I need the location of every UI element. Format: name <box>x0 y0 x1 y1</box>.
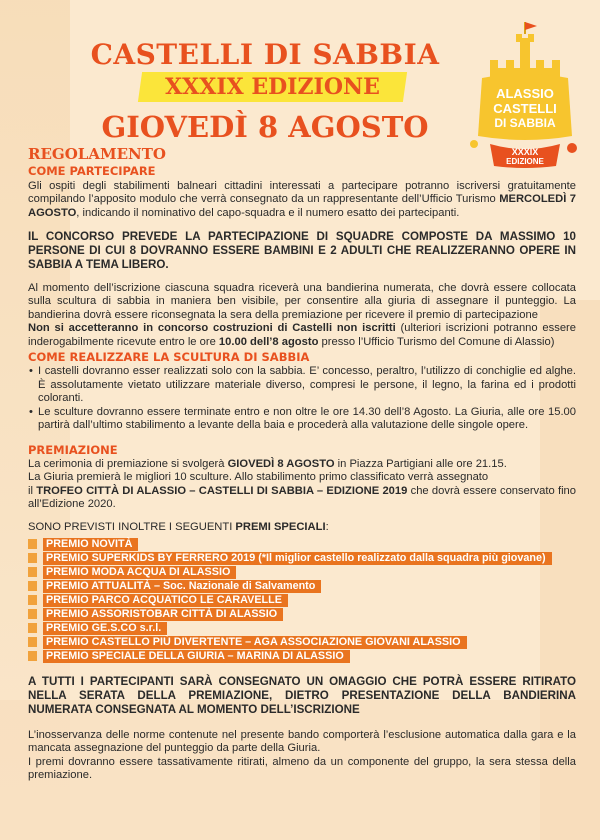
sculpture-rules-list <box>28 365 576 432</box>
prize-item <box>28 552 576 565</box>
prize-item <box>28 650 576 663</box>
bullet-square-icon <box>28 553 37 563</box>
bullet-square-icon <box>28 567 37 577</box>
prize-item <box>28 580 576 593</box>
awards-line-3 <box>28 485 576 512</box>
footer-rule-2: I premi dovranno essere tassativamente ritirati, almeno da un componente del gruppo, la sera stessa della premiazione. <box>28 755 576 782</box>
prize-item <box>28 594 576 607</box>
bullet-square-icon <box>28 595 37 605</box>
prize-label: PREMIO PARCO ACQUATICO LE CARAVELLE <box>43 594 288 607</box>
rules-heading: REGOLAMENTO <box>28 145 166 163</box>
prize-item <box>28 636 576 649</box>
non-registered-bold: Non si accetteranno in concorso costruzioni di Castelli non iscritti <box>28 322 396 335</box>
prize-label: PREMIO GE.S.CO s.r.l. <box>43 622 167 635</box>
prize-label: PREMIO MODA ACQUA DI ALASSIO <box>43 566 236 579</box>
non-registered-paragraph <box>28 322 576 349</box>
participate-text-end: , indicando il nominativo del capo-squadra e il numero esatto dei partecipanti. <box>76 206 460 219</box>
logo-line5: EDIZIONE <box>506 157 544 166</box>
prize-label: PREMIO CASTELLO PIÙ DIVERTENTE – AGA ASSOCIAZIONE GIOVANI ALASSIO <box>43 636 467 649</box>
prize-label: PREMIO SUPERKIDS BY FERRERO 2019 (*Il miglior castello realizzato dalla squadra più giovane) <box>43 552 552 565</box>
contest-rules-paragraph: IL CONCORSO PREVEDE LA PARTECIPAZIONE DI SQUADRE COMPOSTE DA MASSIMO 10 PERSONE DI CUI 8 DOVRANNO ESSERE BAMBINI E 2 ADULTI CHE REALIZZERANNO OPERE IN SABBIA A TEMA LIBERO. <box>28 230 576 272</box>
logo-line3: DI SABBIA <box>494 116 556 130</box>
awards-trophy-pre: il <box>28 484 37 497</box>
participate-paragraph <box>28 180 576 220</box>
special-prizes-colon: : <box>325 520 329 533</box>
section-heading-sculpture: COME REALIZZARE LA SCULTURA DI SABBIA <box>28 350 310 365</box>
participate-date: MERCOLEDÌ 7 AGOSTO <box>28 193 576 219</box>
bullet-square-icon <box>28 651 37 661</box>
deadline-bold: 10.00 dell’8 agosto <box>218 335 319 348</box>
rules-body <box>28 145 576 783</box>
prize-label: PREMIO NOVITÀ <box>43 538 138 551</box>
special-prizes-intro-text: SONO PREVISTI INOLTRE I SEGUENTI <box>28 520 236 533</box>
gift-notice: A TUTTI I PARTECIPANTI SARÀ CONSEGNATO UN OMAGGIO CHE POTRÀ ESSERE RITIRATO NELLA SERATA DELLA PREMIAZIONE, DIETRO PRESENTAZIONE DELLA BANDIERINA NUMERATA CONSEGNATA AL MOMENTO DELL’ISCRIZIONE <box>28 674 576 716</box>
special-prizes-intro <box>28 521 576 534</box>
logo-line2: CASTELLI <box>493 101 557 116</box>
participate-text: Gli ospiti degli stabilimenti balneari cittadini interessati a partecipare potranno iscriversi gratuitamente compilando l’apposito modulo che verrà consegnato da un rappresentante dell’Ufficio Turismo <box>28 179 576 206</box>
prize-item <box>28 608 576 621</box>
prize-label: PREMIO ATTUALITÀ – Soc. Nazionale di Salvamento <box>43 580 321 593</box>
logo-line4: XXXIX <box>511 147 539 157</box>
awards-line-2: La Giuria premierà le migliori 10 sculture. Allo stabilimento primo classificato verrà assegnato <box>28 471 489 484</box>
bullet-square-icon <box>28 623 37 633</box>
bullet-square-icon <box>28 637 37 647</box>
prize-label: PREMIO ASSORISTOBAR CITTÀ DI ALASSIO <box>43 608 283 621</box>
awards-place: in Piazza Partigiani alle ore 21.15. <box>334 457 507 470</box>
awards-line-1 <box>28 458 576 471</box>
registration-paragraph: Al momento dell’iscrizione ciascuna squadra riceverà una bandierina numerata, che dovrà essere collocata sulla scultura di sabbia in maniera ben visibile, per consentire alla giuria di assegnare il punteggio. La bandierina dovrà essere riconsegnata la sera della premiazione per ricevere il premio di partecipazione <box>28 282 576 321</box>
list-item: • I castelli dovranno esser realizzati solo con la sabbia. E’ concesso, peraltro, l’utilizzo di conchiglie ed alghe. È assolutamente vietato utilizzare materiale diverso, compresi le persone, il legno, la farina ed i prodotti coloranti. <box>38 365 576 405</box>
prize-item <box>28 538 576 551</box>
list-item: • Le sculture dovranno essere terminate entro e non oltre le ore 14.30 dell’8 Agosto. La Giuria, alle ore 15.00 partirà dall’ultimo stabilimento a levante della baia e procederà alla valutazione delle singole opere. <box>38 406 576 433</box>
awards-trophy-post: che dovrà essere conservato fino all’Edizione 2020. <box>28 484 576 511</box>
prize-item <box>28 622 576 635</box>
prize-label: PREMIO SPECIALE DELLA GIURIA – MARINA DI ALASSIO <box>43 650 350 663</box>
event-date: GIOVEDÌ 8 AGOSTO <box>101 110 429 144</box>
logo-line1: ALASSIO <box>496 86 554 101</box>
edition-label: XXXIX EDIZIONE <box>165 74 380 100</box>
trophy-name: TROFEO CITTÀ DI ALASSIO – CASTELLI DI SABBIA – EDIZIONE 2019 <box>36 484 408 497</box>
prize-item <box>28 566 576 579</box>
page-title: CASTELLI DI SABBIA <box>90 38 440 71</box>
non-registered-text: (ulteriori iscrizioni potranno essere inderogabilmente ricevute entro le ore <box>28 322 576 348</box>
bullet-square-icon <box>28 581 37 591</box>
section-heading-awards: PREMIAZIONE <box>28 442 118 457</box>
non-registered-end: presso l’Ufficio Turismo del Comune di Alassio) <box>318 335 555 348</box>
section-heading-participate: COME PARTECIPARE <box>28 164 156 179</box>
special-prizes-label: PREMI SPECIALI <box>235 520 326 533</box>
footer-rule-1: L’inosservanza delle norme contenute nel presente bando comporterà l’esclusione automatica dalla gara e la mancata assegnazione del punteggio da parte della Giuria. <box>28 728 576 755</box>
bullet-square-icon <box>28 539 37 549</box>
bullet-square-icon <box>28 609 37 619</box>
awards-date: GIOVEDÌ 8 AGOSTO <box>227 457 335 470</box>
awards-text: La cerimonia di premiazione si svolgerà <box>28 457 228 470</box>
special-prizes-list <box>28 538 576 663</box>
